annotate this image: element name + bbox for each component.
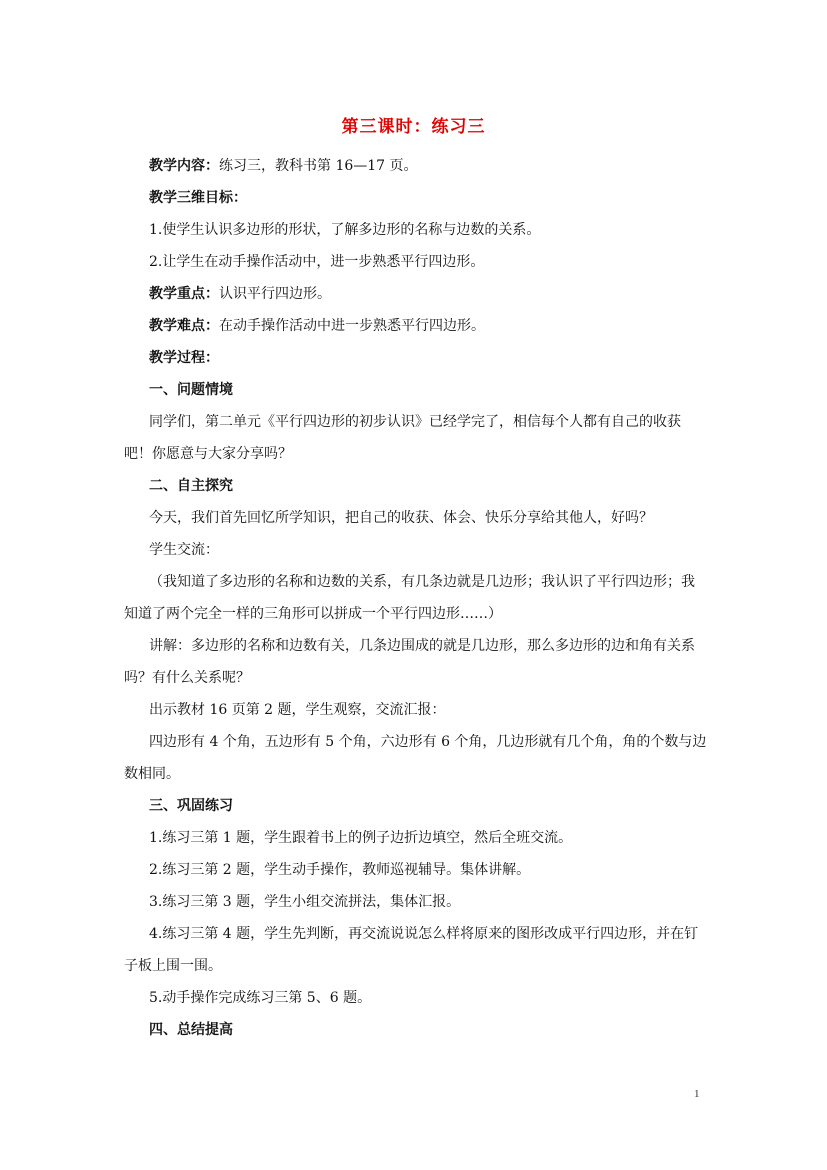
teaching-key bbox=[124, 278, 708, 310]
section-2-paragraph-5: 出示教材 16 页第 2 题，学生观察，交流汇报： bbox=[149, 702, 446, 718]
page-number: 1 bbox=[694, 1088, 700, 1100]
teaching-key-label: 教学重点： bbox=[149, 286, 219, 302]
section-3-item-5: 5.动手操作完成练习三第 5、6 题。 bbox=[149, 990, 372, 1006]
section-3-item-3: 3.练习三第 3 题，学生小组交流拼法，集体汇报。 bbox=[149, 894, 461, 910]
teaching-content bbox=[124, 150, 708, 182]
goal-item-2: 2.让学生在动手操作活动中，进一步熟悉平行四边形。 bbox=[149, 254, 485, 270]
section-1-heading: 一、问题情境 bbox=[149, 382, 233, 398]
teaching-content-label: 教学内容： bbox=[149, 158, 219, 174]
teaching-content-text: 练习三，教科书第 16—17 页。 bbox=[219, 158, 418, 174]
section-2-heading: 二、自主探究 bbox=[149, 478, 233, 494]
page-title: 第三课时：练习三 bbox=[341, 117, 486, 137]
section-1-paragraph: 同学们，第二单元《平行四边形的初步认识》已经学完了，相信每个人都有自己的收获吧！你愿意与大家分享吗？ bbox=[124, 414, 681, 462]
document-body bbox=[124, 150, 708, 1046]
teaching-difficulty bbox=[124, 310, 708, 342]
section-3-item-4: 4.练习三第 4 题，学生先判断，再交流说说怎么样将原来的图形改成平行四边形，并在钉子板上围一围。 bbox=[124, 926, 699, 974]
section-3-item-1: 1.练习三第 1 题，学生跟着书上的例子边折边填空，然后全班交流。 bbox=[149, 830, 573, 846]
section-4-heading: 四、总结提高 bbox=[149, 1022, 233, 1038]
section-2-paragraph-4: 讲解：多边形的名称和边数有关，几条边围成的就是几边形，那么多边形的边和角有关系吗？有什么关系呢？ bbox=[124, 638, 695, 686]
goals-heading: 教学三维目标： bbox=[149, 190, 247, 206]
section-3-heading: 三、巩固练习 bbox=[149, 798, 233, 814]
goal-item-1: 1.使学生认识多边形的形状，了解多边形的名称与边数的关系。 bbox=[149, 222, 541, 238]
teaching-key-text: 认识平行四边形。 bbox=[219, 286, 331, 302]
teaching-difficulty-label: 教学难点： bbox=[149, 318, 219, 334]
teaching-difficulty-text: 在动手操作活动中进一步熟悉平行四边形。 bbox=[219, 318, 485, 334]
section-2-paragraph-6: 四边形有 4 个角，五边形有 5 个角，六边形有 6 个角，几边形就有几个角，角的个数与边数相同。 bbox=[124, 734, 707, 782]
section-2-paragraph-1: 今天，我们首先回忆所学知识，把自己的收获、体会、快乐分享给其他人，好吗？ bbox=[149, 510, 653, 526]
section-2-paragraph-3: （我知道了多边形的名称和边数的关系，有几条边就是几边形；我认识了平行四边形；我知道了两个完全一样的三角形可以拼成一个平行四边形……） bbox=[124, 574, 695, 622]
section-2-paragraph-2: 学生交流： bbox=[149, 542, 219, 558]
section-3-item-2: 2.练习三第 2 题，学生动手操作，教师巡视辅导。集体讲解。 bbox=[149, 862, 531, 878]
process-heading: 教学过程： bbox=[149, 350, 219, 366]
